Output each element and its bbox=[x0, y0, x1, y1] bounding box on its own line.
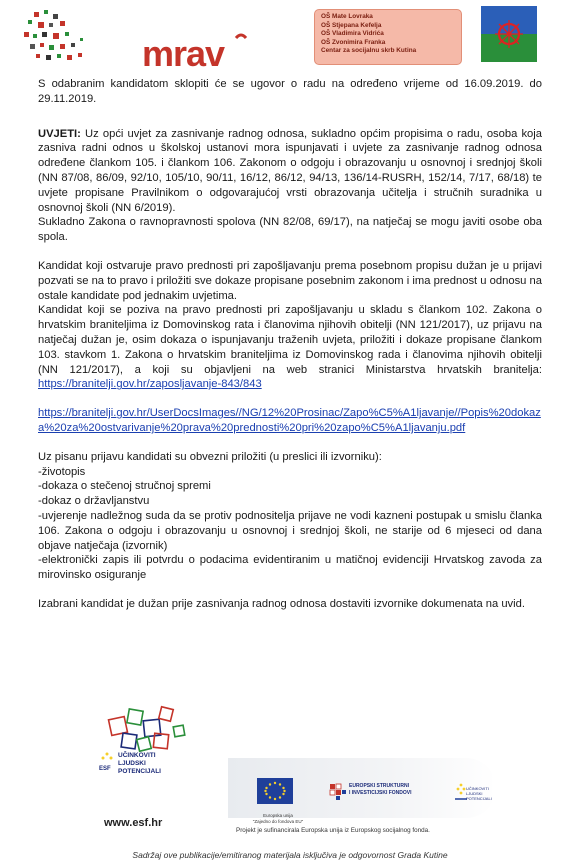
esf-line: UČINKOVITI bbox=[118, 752, 156, 759]
uljp-line: POTENCIJALI bbox=[466, 796, 492, 801]
eu-label-line: "Zajedno do fondova EU" bbox=[252, 818, 304, 824]
esf-line: POTENCIJALI bbox=[118, 768, 161, 775]
prednost-paragraph-1: Kandidat koji ostvaruje pravo prednosti pri zapošljavanju prema posebnom propisu dužan je u prijavi pozvati se na to pravo i priložiti sve dokaze propisane posebnim zakonom i ima prednost u odnosu na ostale kandidate pod jednakim uvjetima. bbox=[38, 259, 542, 302]
project-puzzle-logo bbox=[20, 8, 100, 68]
list-item: -dokaz o državljanstvu bbox=[38, 495, 150, 508]
page-footer bbox=[0, 700, 580, 867]
page-header bbox=[0, 0, 580, 72]
eu-flag-icon bbox=[253, 774, 297, 814]
uljp-line: UČINKOVITI bbox=[466, 786, 489, 791]
roma-flag-icon bbox=[481, 6, 537, 62]
eu-label-line: Europska unija bbox=[263, 813, 293, 818]
uvjeti-text: Uz opći uvjet za zasnivanje radnog odnosa, sukladno općim propisima o radu, osoba koja zasniva radni odnos u školskoj ustanovi mora ispunjavati i uvjete za zasnivanje radnog odnosa određene člankom 105. i člankom 106. Zakonom o odgoju i obrazovanju u osnovnoj i srednjoj školi (NN 87/08, 86/09, 92/10, 105/10, 90/11, 16/12, 86/12, 94/13, 136/14-RUSRH, 152/14, 7/17, 68/18) te uvjete propisane Pravilnikom o odgovarajućoj vrsti obrazovanja učitelja i stručnih suradnika u osnovnoj školi (NN 6/2019). bbox=[38, 127, 542, 214]
list-item: -životopis bbox=[38, 465, 86, 478]
school-line: OŠ Zvonimira Franka bbox=[321, 38, 386, 46]
ravnopravnost-paragraph: Sukladno Zakona o ravnopravnosti spolova (NN 82/08, 69/17), na natječaj se mogu javiti osobe oba spola. bbox=[38, 216, 542, 244]
school-line: OŠ Stjepana Kefelja bbox=[321, 21, 382, 29]
list-item: -uvjerenje nadležnog suda da se protiv podnositelja prijave ne vodi kazneni postupak u smislu članka 106. Zakona o odgoju i obrazovanju u osnovnoj i srednjoj školi, ne starije od 6 mjeseci od dana objave natječaja (izvornik) bbox=[38, 509, 542, 552]
school-line: OŠ Vladimira Vidrića bbox=[321, 30, 384, 38]
esf-line: LJUDSKI bbox=[118, 760, 146, 767]
prednost-paragraph-2 bbox=[38, 303, 542, 392]
uvjeti-label: UVJETI: bbox=[38, 127, 81, 140]
intro-paragraph: S odabranim kandidatom sklopiti će se ugovor o radu na određeno vrijeme od 16.09.2019. do 29.11.2019. bbox=[38, 78, 542, 105]
school-line: OŠ Mate Lovraka bbox=[321, 13, 373, 20]
popis-dokaza-link[interactable]: https://branitelji.gov.hr/UserDocsImages//NG/12%20Prosinac/Zapo%C5%A1ljavanje//Popis%20dokaza%20za%20ostvarivanje%20prava%20prednosti%20pri%20zapo%C5%A1ljavanju.pdf bbox=[38, 407, 541, 434]
esif-label bbox=[349, 783, 412, 796]
esf-url[interactable]: www.esf.hr bbox=[104, 817, 163, 829]
document-body bbox=[38, 77, 542, 612]
esif-line: I INVESTICIJSKI FONDOVI bbox=[349, 789, 412, 796]
mrav-logo-text: mrav bbox=[142, 33, 225, 70]
uljp-line: LJUDSKI bbox=[466, 791, 483, 796]
school-line: Centar za socijalnu skrb Kutina bbox=[321, 47, 417, 55]
mrav-logo bbox=[140, 32, 274, 70]
cofinance-note: Projekt je sufinancirala Europska unija iz Europskog socijalnog fonda. bbox=[236, 827, 430, 834]
prijava-list bbox=[38, 465, 542, 583]
branitelji-link[interactable]: https://branitelji.gov.hr/zaposljavanje-843/843 bbox=[38, 378, 262, 391]
esf-letters: ESF bbox=[99, 766, 111, 772]
prijava-intro: Uz pisanu prijavu kandidati su obvezni priložiti (u preslici ili izvorniku): bbox=[38, 450, 382, 463]
list-item: -dokaza o stečenoj stručnoj spremi bbox=[38, 480, 211, 493]
disclaimer-note: Sadržaj ove publikacije/emitiranog materijala isključiva je odgovornost Grada Kutine bbox=[132, 850, 448, 860]
ulj-potencijali-label bbox=[466, 786, 492, 801]
esf-program-name bbox=[118, 752, 161, 776]
school-partners-box bbox=[314, 9, 462, 65]
list-item: -elektronički zapis ili potvrdu o podacima evidentiranim u matičnoj evidenciji Hrvatskog zavoda za mirovinsko osiguranje bbox=[38, 554, 542, 582]
eu-label bbox=[248, 813, 308, 824]
esif-line: EUROPSKI STRUKTURNI bbox=[349, 783, 410, 789]
zakljucak-paragraph: Izabrani kandidat je dužan prije zasnivanja radnog odnosa dostaviti izvornike dokumenata na uvid. bbox=[38, 597, 525, 610]
prednost-text: Kandidat koji se poziva na pravo prednosti pri zapošljavanju u skladu s člankom 102. Zakona o hrvatskim braniteljima iz Domovinskog rata i članovima njihovih obitelji (NN 121/2017), uz prijavu na natječaj dužan je, osim dokaza o ispunjavanju traženih uvjeta, priložiti i dokaze propisane člankom 103. stavkom 1. Zakona o hrvatskim braniteljima iz Domovinskog rada i članovima njihovih obitelji (NN 121/2017), a koji su objavljeni na web stranici Ministarstva hrvatskih branitelja: bbox=[38, 304, 542, 376]
esf-stars-icon bbox=[98, 750, 116, 780]
uvjeti-paragraph bbox=[38, 127, 542, 216]
